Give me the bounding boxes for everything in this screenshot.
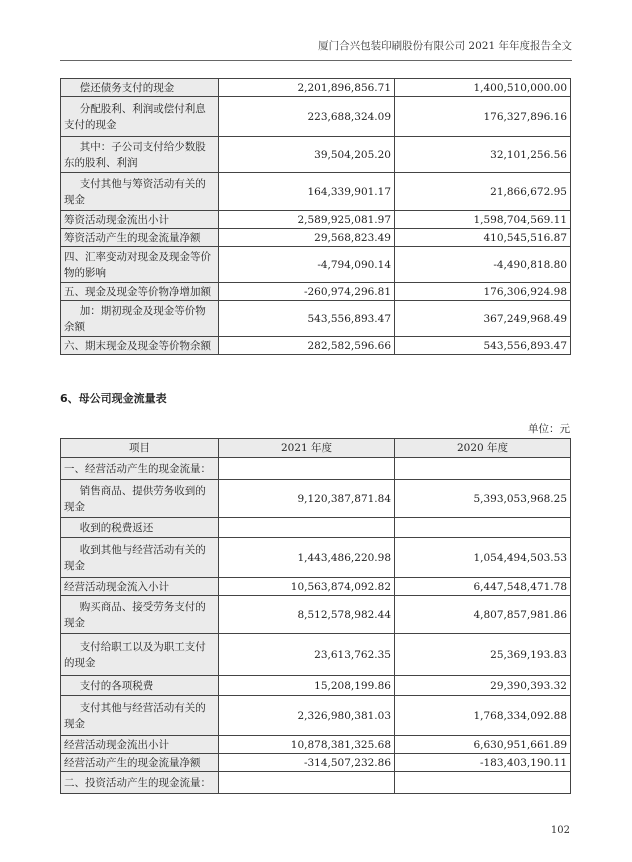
row-label: 一、经营活动产生的现金流量： bbox=[61, 458, 219, 480]
value-2020: 4,807,857,981.86 bbox=[395, 596, 571, 634]
header-item: 项目 bbox=[61, 439, 219, 458]
value-2021: -260,974,296.81 bbox=[219, 283, 395, 301]
value-2020: -4,490,818.80 bbox=[395, 247, 571, 283]
row-label: 销售商品、提供劳务收到的现金 bbox=[61, 480, 219, 518]
table-row bbox=[61, 634, 571, 676]
header-2020: 2020 年度 bbox=[395, 439, 571, 458]
row-label: 支付的各项税费 bbox=[61, 676, 219, 696]
row-label: 二、投资活动产生的现金流量： bbox=[61, 772, 219, 794]
value-2021: 9,120,387,871.84 bbox=[219, 480, 395, 518]
row-label: 购买商品、接受劳务支付的现金 bbox=[61, 596, 219, 634]
row-label: 偿还债务支付的现金 bbox=[61, 79, 219, 97]
table-row bbox=[61, 173, 571, 211]
unit-label: 单位：元 bbox=[528, 423, 570, 435]
row-label: 支付其他与经营活动有关的现金 bbox=[61, 696, 219, 736]
row-label: 其中：子公司支付给少数股东的股利、利润 bbox=[61, 137, 219, 173]
table-row bbox=[61, 480, 571, 518]
table-row bbox=[61, 247, 571, 283]
header-divider bbox=[60, 60, 572, 61]
page-number: 102 bbox=[550, 825, 570, 836]
value-2020: 543,556,893.47 bbox=[395, 337, 571, 355]
value-2020: 32,101,256.56 bbox=[395, 137, 571, 173]
value-2020: 176,306,924.98 bbox=[395, 283, 571, 301]
row-label: 经营活动产生的现金流量净额 bbox=[61, 754, 219, 772]
table-header-row bbox=[61, 439, 571, 458]
value-2020: 1,400,510,000.00 bbox=[395, 79, 571, 97]
header-2021: 2021 年度 bbox=[219, 439, 395, 458]
table-row bbox=[61, 596, 571, 634]
row-label: 支付其他与筹资活动有关的现金 bbox=[61, 173, 219, 211]
value-2021: -314,507,232.86 bbox=[219, 754, 395, 772]
table-row bbox=[61, 736, 571, 754]
value-2020: 1,768,334,092.88 bbox=[395, 696, 571, 736]
table-row bbox=[61, 538, 571, 578]
cash-flow-table-continued bbox=[60, 78, 571, 355]
row-label: 筹资活动现金流出小计 bbox=[61, 211, 219, 229]
value-2020: -183,403,190.11 bbox=[395, 754, 571, 772]
row-label: 筹资活动产生的现金流量净额 bbox=[61, 229, 219, 247]
value-2020: 1,598,704,569.11 bbox=[395, 211, 571, 229]
table-row bbox=[61, 578, 571, 596]
table-row bbox=[61, 772, 571, 794]
value-2021: 282,582,596.66 bbox=[219, 337, 395, 355]
value-2020: 1,054,494,503.53 bbox=[395, 538, 571, 578]
parent-cash-flow-table bbox=[60, 438, 571, 794]
row-label: 支付给职工以及为职工支付的现金 bbox=[61, 634, 219, 676]
row-label: 加：期初现金及现金等价物余额 bbox=[61, 301, 219, 337]
value-2021: 8,512,578,982.44 bbox=[219, 596, 395, 634]
table-row bbox=[61, 518, 571, 538]
table-row bbox=[61, 137, 571, 173]
value-2020 bbox=[395, 772, 571, 794]
value-2021 bbox=[219, 772, 395, 794]
row-label: 收到其他与经营活动有关的现金 bbox=[61, 538, 219, 578]
table-row bbox=[61, 97, 571, 137]
row-label: 四、汇率变动对现金及现金等价物的影响 bbox=[61, 247, 219, 283]
value-2021: 543,556,893.47 bbox=[219, 301, 395, 337]
row-label: 经营活动现金流入小计 bbox=[61, 578, 219, 596]
value-2021: 39,504,205.20 bbox=[219, 137, 395, 173]
value-2021: 10,878,381,325.68 bbox=[219, 736, 395, 754]
value-2020: 21,866,672.95 bbox=[395, 173, 571, 211]
table-row bbox=[61, 283, 571, 301]
value-2021: 29,568,823.49 bbox=[219, 229, 395, 247]
row-label: 经营活动现金流出小计 bbox=[61, 736, 219, 754]
table-row bbox=[61, 458, 571, 480]
value-2020: 176,327,896.16 bbox=[395, 97, 571, 137]
value-2021: 2,589,925,081.97 bbox=[219, 211, 395, 229]
table-row bbox=[61, 676, 571, 696]
row-label: 分配股利、利润或偿付利息支付的现金 bbox=[61, 97, 219, 137]
value-2021: 2,201,896,856.71 bbox=[219, 79, 395, 97]
value-2021: 15,208,199.86 bbox=[219, 676, 395, 696]
value-2020: 6,630,951,661.89 bbox=[395, 736, 571, 754]
table-row bbox=[61, 79, 571, 97]
table-row bbox=[61, 301, 571, 337]
value-2021: 2,326,980,381.03 bbox=[219, 696, 395, 736]
value-2020 bbox=[395, 518, 571, 538]
row-label: 收到的税费返还 bbox=[61, 518, 219, 538]
value-2021 bbox=[219, 458, 395, 480]
table-row bbox=[61, 696, 571, 736]
value-2021: 223,688,324.09 bbox=[219, 97, 395, 137]
value-2020: 25,369,193.83 bbox=[395, 634, 571, 676]
table-row bbox=[61, 229, 571, 247]
value-2021: 23,613,762.35 bbox=[219, 634, 395, 676]
row-label: 六、期末现金及现金等价物余额 bbox=[61, 337, 219, 355]
value-2021: 164,339,901.17 bbox=[219, 173, 395, 211]
value-2021: -4,794,090.14 bbox=[219, 247, 395, 283]
value-2021 bbox=[219, 518, 395, 538]
value-2020: 5,393,053,968.25 bbox=[395, 480, 571, 518]
value-2021: 10,563,874,092.82 bbox=[219, 578, 395, 596]
value-2020: 29,390,393.32 bbox=[395, 676, 571, 696]
table-row bbox=[61, 754, 571, 772]
value-2020: 6,447,548,471.78 bbox=[395, 578, 571, 596]
value-2020: 367,249,968.49 bbox=[395, 301, 571, 337]
table-row bbox=[61, 211, 571, 229]
row-label: 五、现金及现金等价物净增加额 bbox=[61, 283, 219, 301]
value-2021: 1,443,486,220.98 bbox=[219, 538, 395, 578]
table-row bbox=[61, 337, 571, 355]
section-title: 6、母公司现金流量表 bbox=[60, 392, 167, 405]
value-2020 bbox=[395, 458, 571, 480]
value-2020: 410,545,516.87 bbox=[395, 229, 571, 247]
page-header: 厦门合兴包装印刷股份有限公司 2021 年年度报告全文 bbox=[318, 40, 572, 52]
